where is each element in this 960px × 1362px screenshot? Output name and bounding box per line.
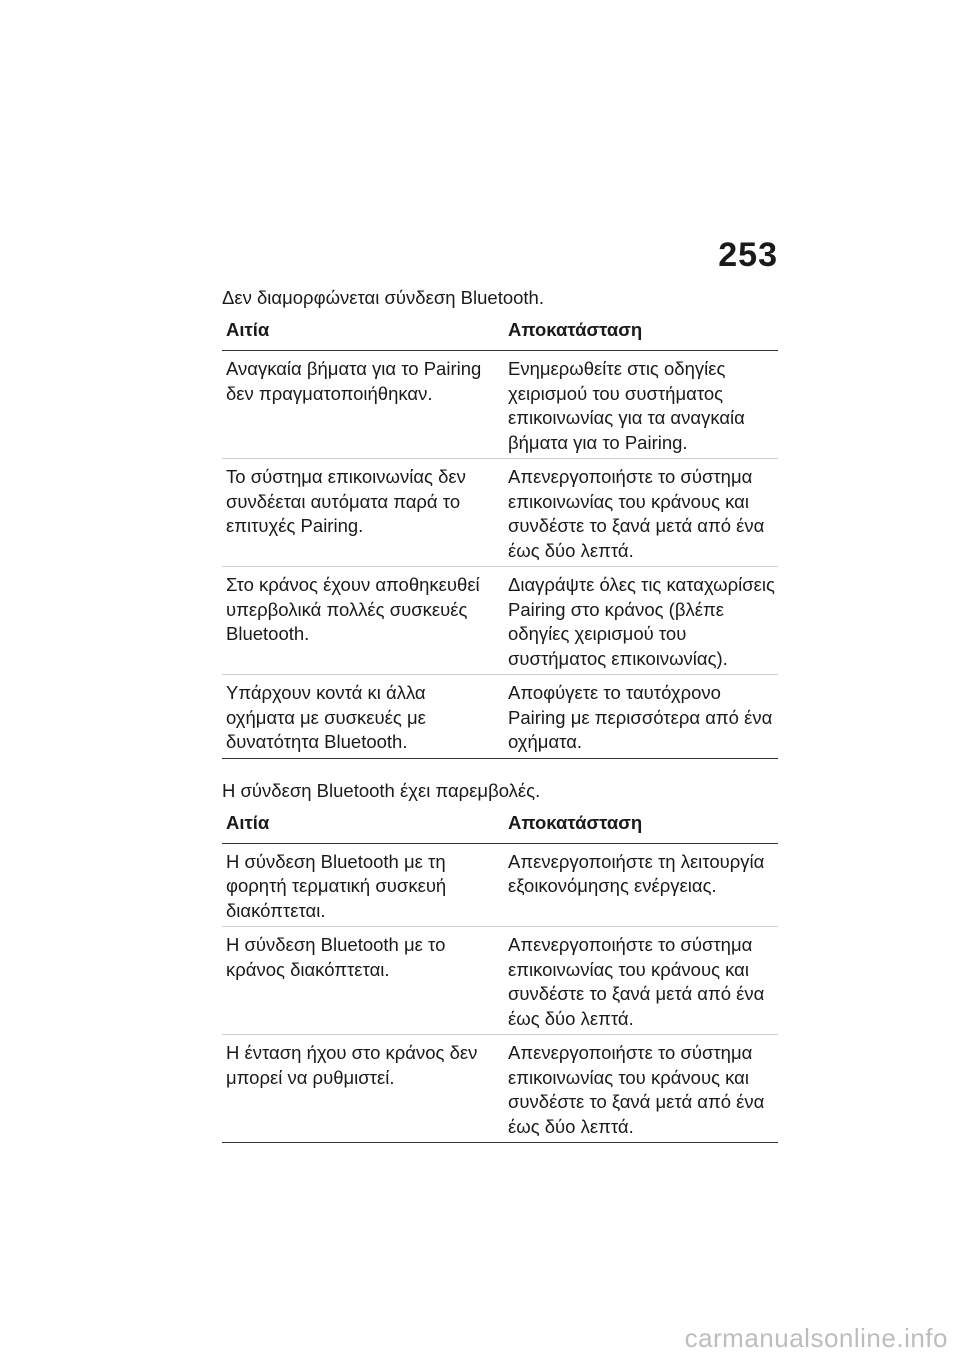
remedy-cell: Ενημερωθείτε στις οδηγίες χειρισμού του συστήματος επικοινωνίας για τα αναγκαία βήματα για το Pairing.	[508, 358, 745, 453]
troubleshooting-table	[222, 803, 778, 1144]
cause-cell: Υπάρχουν κοντά κι άλλα οχήματα με συσκευές με δυνατότητα Bluetooth.	[226, 682, 426, 752]
table-header	[222, 803, 778, 844]
header-remedy: Αποκατάσταση	[508, 319, 643, 340]
table-row	[222, 844, 778, 928]
table-row	[222, 675, 778, 759]
cause-cell: Στο κράνος έχουν αποθηκευθεί υπερβολικά πολλές συσκευές Bluetooth.	[226, 574, 480, 644]
page-number: 253	[718, 236, 778, 274]
remedy-cell: Απενεργοποιήστε το σύστημα επικοινωνίας του κράνους και συνδέστε το ξανά μετά από ένα έως δύο λεπτά.	[508, 1042, 765, 1137]
table-row	[222, 927, 778, 1035]
table-header	[222, 310, 778, 351]
cause-cell: Η ένταση ήχου στο κράνος δεν μπορεί να ρυθμιστεί.	[226, 1042, 478, 1088]
header-cause: Αιτία	[226, 319, 270, 340]
remedy-cell: Αποφύγετε το ταυτόχρονο Pairing με περισσότερα από ένα οχήματα.	[508, 682, 773, 752]
header-remedy: Αποκατάσταση	[508, 811, 643, 833]
cause-cell: Αναγκαία βήματα για το Pairing δεν πραγματοποιήθηκαν.	[226, 358, 482, 404]
page-content	[222, 286, 778, 1143]
cause-cell: Η σύνδεση Bluetooth με το κράνος διακόπτεται.	[226, 934, 446, 980]
section-no-connection	[222, 286, 778, 759]
section-interference	[222, 779, 778, 1144]
cause-cell: Η σύνδεση Bluetooth με τη φορητή τερματική συσκευή διακόπτεται.	[226, 850, 447, 921]
section-title: Η σύνδεση Bluetooth έχει παρεμβολές.	[222, 779, 541, 801]
watermark-link[interactable]: carmanualsonline.info	[684, 1323, 948, 1353]
cause-cell: Το σύστημα επικοινωνίας δεν συνδέεται αυτόματα παρά το επιτυχές Pairing.	[226, 466, 466, 536]
table-row	[222, 567, 778, 675]
table-row	[222, 459, 778, 567]
section-title: Δεν διαμορφώνεται σύνδεση Bluetooth.	[222, 287, 544, 308]
header-cause: Αιτία	[226, 811, 270, 833]
table-row	[222, 1035, 778, 1143]
troubleshooting-table	[222, 310, 778, 759]
remedy-cell: Διαγράψτε όλες τις καταχωρίσεις Pairing στο κράνος (βλέπε οδηγίες χειρισμού του συστήματος επικοινωνίας).	[508, 574, 775, 669]
remedy-cell: Απενεργοποιήστε τη λειτουργία εξοικονόμησης ενέργειας.	[508, 850, 765, 896]
remedy-cell: Απενεργοποιήστε το σύστημα επικοινωνίας του κράνους και συνδέστε το ξανά μετά από ένα έως δύο λεπτά.	[508, 934, 765, 1029]
table-row	[222, 351, 778, 459]
remedy-cell: Απενεργοποιήστε το σύστημα επικοινωνίας του κράνους και συνδέστε το ξανά μετά από ένα έως δύο λεπτά.	[508, 466, 765, 561]
